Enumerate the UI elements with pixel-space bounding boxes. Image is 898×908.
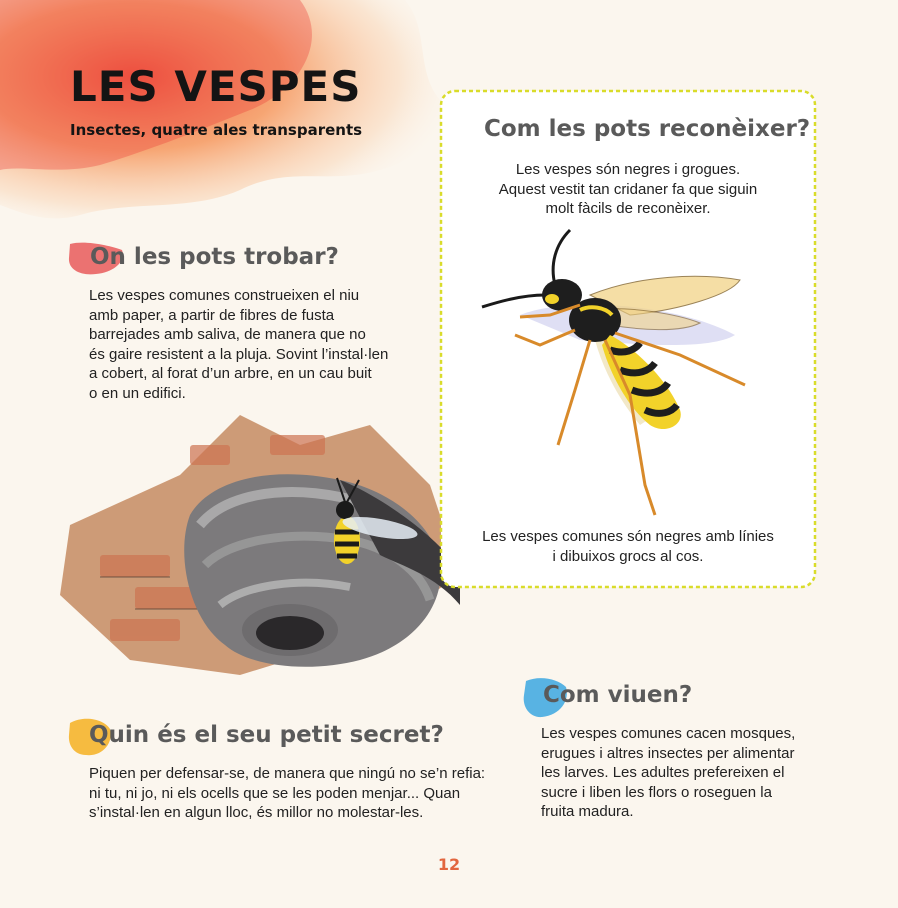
identify-caption: Les vespes comunes són negres amb línies i dibuixos grocs al cos. — [482, 528, 774, 565]
page-title: LES VESPES — [70, 62, 362, 111]
page-number: 12 — [437, 855, 461, 874]
page-subtitle: Insectes, quatre ales transparents — [70, 121, 363, 139]
live-text: Les vespes comunes cacen mosques, erugues i altres insectes per alimentar les larves. Les adultes prefereixen el sucre i liben les flors o roseguen la fruita madura. — [541, 725, 796, 820]
secret-heading: Quin és el seu petit secret? — [89, 722, 444, 748]
wasp-illustration — [480, 225, 780, 520]
find-heading: On les pots trobar? — [90, 244, 339, 270]
find-text: Les vespes comunes construeixen el niu amb paper, a partir de fibres de fusta barrejades amb saliva, de manera que no és gaire resistent a la pluja. Sovint l’instal·len a cobert, al forat d’un arbre, en un cau buit o en un edifici. — [89, 287, 389, 402]
live-heading: Com viuen? — [543, 682, 693, 708]
secret-text: Piquen per defensar-se, de manera que ningú no se’n refia: ni tu, ni jo, ni els ocells que se les poden menjar... Quan s’instal·len en algun lloc, és millor no molestar-les. — [89, 765, 486, 821]
wasp-nest-illustration — [40, 405, 500, 680]
title-watercolor-wash — [0, 0, 480, 230]
identify-heading: Com les pots reconèixer? — [484, 116, 811, 142]
identify-intro: Les vespes són negres i grogues. Aquest vestit tan cridaner fa que siguin molt fàcils de reconèixer. — [498, 161, 758, 217]
